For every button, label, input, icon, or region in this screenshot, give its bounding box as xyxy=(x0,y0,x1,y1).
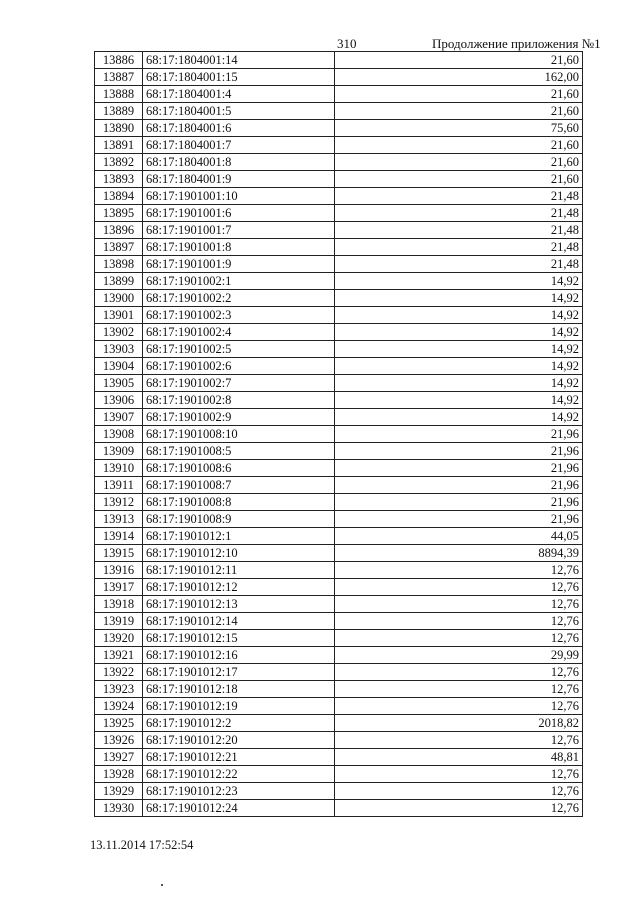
value-cell: 12,76 xyxy=(335,562,583,579)
cadastral-number-cell: 68:17:1901012:12 xyxy=(143,579,335,596)
row-number-cell: 13909 xyxy=(95,443,143,460)
value-cell: 14,92 xyxy=(335,307,583,324)
table-row xyxy=(95,86,583,103)
cadastral-number-cell: 68:17:1901012:1 xyxy=(143,528,335,545)
value-cell: 48,81 xyxy=(335,749,583,766)
table-row xyxy=(95,528,583,545)
value-cell: 14,92 xyxy=(335,341,583,358)
table-row xyxy=(95,256,583,273)
cadastral-number-cell: 68:17:1804001:7 xyxy=(143,137,335,154)
table-row xyxy=(95,783,583,800)
cadastral-number-cell: 68:17:1901001:8 xyxy=(143,239,335,256)
cadastral-number-cell: 68:17:1901012:10 xyxy=(143,545,335,562)
cadastral-number-cell: 68:17:1901012:14 xyxy=(143,613,335,630)
cadastral-number-cell: 68:17:1901008:8 xyxy=(143,494,335,511)
cadastral-number-cell: 68:17:1901001:10 xyxy=(143,188,335,205)
cadastral-number-cell: 68:17:1804001:14 xyxy=(143,52,335,69)
cadastral-number-cell: 68:17:1804001:4 xyxy=(143,86,335,103)
value-cell: 21,48 xyxy=(335,222,583,239)
value-cell: 21,60 xyxy=(335,154,583,171)
cadastral-number-cell: 68:17:1901012:18 xyxy=(143,681,335,698)
row-number-cell: 13901 xyxy=(95,307,143,324)
table-row xyxy=(95,52,583,69)
table-row xyxy=(95,290,583,307)
value-cell: 12,76 xyxy=(335,698,583,715)
row-number-cell: 13889 xyxy=(95,103,143,120)
row-number-cell: 13918 xyxy=(95,596,143,613)
cadastral-number-cell: 68:17:1901001:7 xyxy=(143,222,335,239)
table-row xyxy=(95,375,583,392)
cadastral-number-cell: 68:17:1901008:10 xyxy=(143,426,335,443)
page-number: 310 xyxy=(337,36,357,51)
table-row xyxy=(95,171,583,188)
value-cell: 8894,39 xyxy=(335,545,583,562)
table-row xyxy=(95,307,583,324)
row-number-cell: 13929 xyxy=(95,783,143,800)
row-number-cell: 13897 xyxy=(95,239,143,256)
row-number-cell: 13914 xyxy=(95,528,143,545)
row-number-cell: 13908 xyxy=(95,426,143,443)
cadastral-number-cell: 68:17:1901008:7 xyxy=(143,477,335,494)
row-number-cell: 13903 xyxy=(95,341,143,358)
row-number-cell: 13906 xyxy=(95,392,143,409)
table-row xyxy=(95,205,583,222)
cadastral-number-cell: 68:17:1901002:5 xyxy=(143,341,335,358)
value-cell: 12,76 xyxy=(335,766,583,783)
cadastral-number-cell: 68:17:1901002:3 xyxy=(143,307,335,324)
cadastral-number-cell: 68:17:1901012:2 xyxy=(143,715,335,732)
cadastral-number-cell: 68:17:1901002:4 xyxy=(143,324,335,341)
cadastral-number-cell: 68:17:1804001:6 xyxy=(143,120,335,137)
table-row xyxy=(95,426,583,443)
row-number-cell: 13895 xyxy=(95,205,143,222)
cadastral-number-cell: 68:17:1901002:2 xyxy=(143,290,335,307)
value-cell: 14,92 xyxy=(335,324,583,341)
value-cell: 21,48 xyxy=(335,256,583,273)
cadastral-number-cell: 68:17:1901002:7 xyxy=(143,375,335,392)
table-body xyxy=(95,52,583,817)
table-row xyxy=(95,103,583,120)
table-row xyxy=(95,409,583,426)
cadastral-number-cell: 68:17:1901012:13 xyxy=(143,596,335,613)
table-row xyxy=(95,273,583,290)
row-number-cell: 13911 xyxy=(95,477,143,494)
row-number-cell: 13907 xyxy=(95,409,143,426)
table-row xyxy=(95,579,583,596)
value-cell: 21,96 xyxy=(335,460,583,477)
value-cell: 12,76 xyxy=(335,664,583,681)
table-row xyxy=(95,443,583,460)
row-number-cell: 13905 xyxy=(95,375,143,392)
cadastral-number-cell: 68:17:1901012:11 xyxy=(143,562,335,579)
table-row xyxy=(95,613,583,630)
value-cell: 162,00 xyxy=(335,69,583,86)
table-row xyxy=(95,341,583,358)
table-row xyxy=(95,664,583,681)
value-cell: 21,60 xyxy=(335,86,583,103)
table-row xyxy=(95,545,583,562)
value-cell: 12,76 xyxy=(335,800,583,817)
cadastral-number-cell: 68:17:1901012:20 xyxy=(143,732,335,749)
value-cell: 14,92 xyxy=(335,409,583,426)
table-row xyxy=(95,681,583,698)
value-cell: 29,99 xyxy=(335,647,583,664)
table-row xyxy=(95,715,583,732)
scan-speck xyxy=(161,884,163,886)
cadastral-number-cell: 68:17:1901012:21 xyxy=(143,749,335,766)
value-cell: 21,60 xyxy=(335,103,583,120)
value-cell: 2018,82 xyxy=(335,715,583,732)
row-number-cell: 13916 xyxy=(95,562,143,579)
row-number-cell: 13926 xyxy=(95,732,143,749)
row-number-cell: 13925 xyxy=(95,715,143,732)
cadastral-number-cell: 68:17:1901012:19 xyxy=(143,698,335,715)
row-number-cell: 13913 xyxy=(95,511,143,528)
row-number-cell: 13915 xyxy=(95,545,143,562)
cadastral-number-cell: 68:17:1901008:5 xyxy=(143,443,335,460)
cadastral-number-cell: 68:17:1901002:6 xyxy=(143,358,335,375)
value-cell: 21,60 xyxy=(335,171,583,188)
table-row xyxy=(95,137,583,154)
row-number-cell: 13886 xyxy=(95,52,143,69)
row-number-cell: 13893 xyxy=(95,171,143,188)
row-number-cell: 13891 xyxy=(95,137,143,154)
cadastral-number-cell: 68:17:1901002:9 xyxy=(143,409,335,426)
continuation-header: Продолжение приложения №1 xyxy=(432,36,601,51)
cadastral-number-cell: 68:17:1901012:22 xyxy=(143,766,335,783)
row-number-cell: 13917 xyxy=(95,579,143,596)
row-number-cell: 13912 xyxy=(95,494,143,511)
value-cell: 21,96 xyxy=(335,426,583,443)
value-cell: 21,60 xyxy=(335,52,583,69)
table-row xyxy=(95,392,583,409)
table-row xyxy=(95,120,583,137)
row-number-cell: 13922 xyxy=(95,664,143,681)
value-cell: 21,96 xyxy=(335,443,583,460)
value-cell: 14,92 xyxy=(335,358,583,375)
value-cell: 12,76 xyxy=(335,681,583,698)
value-cell: 12,76 xyxy=(335,579,583,596)
table-row xyxy=(95,647,583,664)
table-row xyxy=(95,732,583,749)
table-row xyxy=(95,596,583,613)
value-cell: 21,48 xyxy=(335,205,583,222)
table-row xyxy=(95,749,583,766)
row-number-cell: 13896 xyxy=(95,222,143,239)
table-row xyxy=(95,562,583,579)
value-cell: 21,48 xyxy=(335,188,583,205)
cadastral-number-cell: 68:17:1901012:17 xyxy=(143,664,335,681)
table-row xyxy=(95,239,583,256)
value-cell: 21,60 xyxy=(335,137,583,154)
table-row xyxy=(95,698,583,715)
cadastral-number-cell: 68:17:1901002:1 xyxy=(143,273,335,290)
row-number-cell: 13904 xyxy=(95,358,143,375)
value-cell: 12,76 xyxy=(335,596,583,613)
value-cell: 14,92 xyxy=(335,392,583,409)
value-cell: 75,60 xyxy=(335,120,583,137)
table-row xyxy=(95,324,583,341)
value-cell: 14,92 xyxy=(335,273,583,290)
value-cell: 12,76 xyxy=(335,783,583,800)
value-cell: 21,96 xyxy=(335,477,583,494)
row-number-cell: 13902 xyxy=(95,324,143,341)
row-number-cell: 13919 xyxy=(95,613,143,630)
cadastral-number-cell: 68:17:1901008:9 xyxy=(143,511,335,528)
cadastral-number-cell: 68:17:1901002:8 xyxy=(143,392,335,409)
row-number-cell: 13890 xyxy=(95,120,143,137)
table-row xyxy=(95,358,583,375)
row-number-cell: 13924 xyxy=(95,698,143,715)
cadastral-number-cell: 68:17:1804001:15 xyxy=(143,69,335,86)
row-number-cell: 13927 xyxy=(95,749,143,766)
cadastral-number-cell: 68:17:1804001:5 xyxy=(143,103,335,120)
value-cell: 44,05 xyxy=(335,528,583,545)
row-number-cell: 13910 xyxy=(95,460,143,477)
row-number-cell: 13921 xyxy=(95,647,143,664)
table-row xyxy=(95,494,583,511)
cadastral-number-cell: 68:17:1901012:16 xyxy=(143,647,335,664)
row-number-cell: 13894 xyxy=(95,188,143,205)
table-row xyxy=(95,222,583,239)
value-cell: 14,92 xyxy=(335,290,583,307)
row-number-cell: 13892 xyxy=(95,154,143,171)
table-row xyxy=(95,511,583,528)
row-number-cell: 13900 xyxy=(95,290,143,307)
cadastral-number-cell: 68:17:1804001:9 xyxy=(143,171,335,188)
table-row xyxy=(95,630,583,647)
table-row xyxy=(95,800,583,817)
table-row xyxy=(95,460,583,477)
cadastral-number-cell: 68:17:1901008:6 xyxy=(143,460,335,477)
value-cell: 21,96 xyxy=(335,511,583,528)
cadastral-number-cell: 68:17:1901012:15 xyxy=(143,630,335,647)
cadastral-number-cell: 68:17:1804001:8 xyxy=(143,154,335,171)
row-number-cell: 13923 xyxy=(95,681,143,698)
table-row xyxy=(95,188,583,205)
row-number-cell: 13899 xyxy=(95,273,143,290)
row-number-cell: 13888 xyxy=(95,86,143,103)
row-number-cell: 13898 xyxy=(95,256,143,273)
table-row xyxy=(95,154,583,171)
table-row xyxy=(95,69,583,86)
value-cell: 21,96 xyxy=(335,494,583,511)
cadastral-number-cell: 68:17:1901012:23 xyxy=(143,783,335,800)
table-row xyxy=(95,766,583,783)
row-number-cell: 13920 xyxy=(95,630,143,647)
cadastral-table xyxy=(94,51,583,817)
row-number-cell: 13928 xyxy=(95,766,143,783)
value-cell: 12,76 xyxy=(335,613,583,630)
print-timestamp: 13.11.2014 17:52:54 xyxy=(90,838,194,852)
cadastral-number-cell: 68:17:1901012:24 xyxy=(143,800,335,817)
value-cell: 12,76 xyxy=(335,630,583,647)
value-cell: 12,76 xyxy=(335,732,583,749)
value-cell: 21,48 xyxy=(335,239,583,256)
cadastral-number-cell: 68:17:1901001:6 xyxy=(143,205,335,222)
cadastral-number-cell: 68:17:1901001:9 xyxy=(143,256,335,273)
table-row xyxy=(95,477,583,494)
row-number-cell: 13930 xyxy=(95,800,143,817)
value-cell: 14,92 xyxy=(335,375,583,392)
row-number-cell: 13887 xyxy=(95,69,143,86)
